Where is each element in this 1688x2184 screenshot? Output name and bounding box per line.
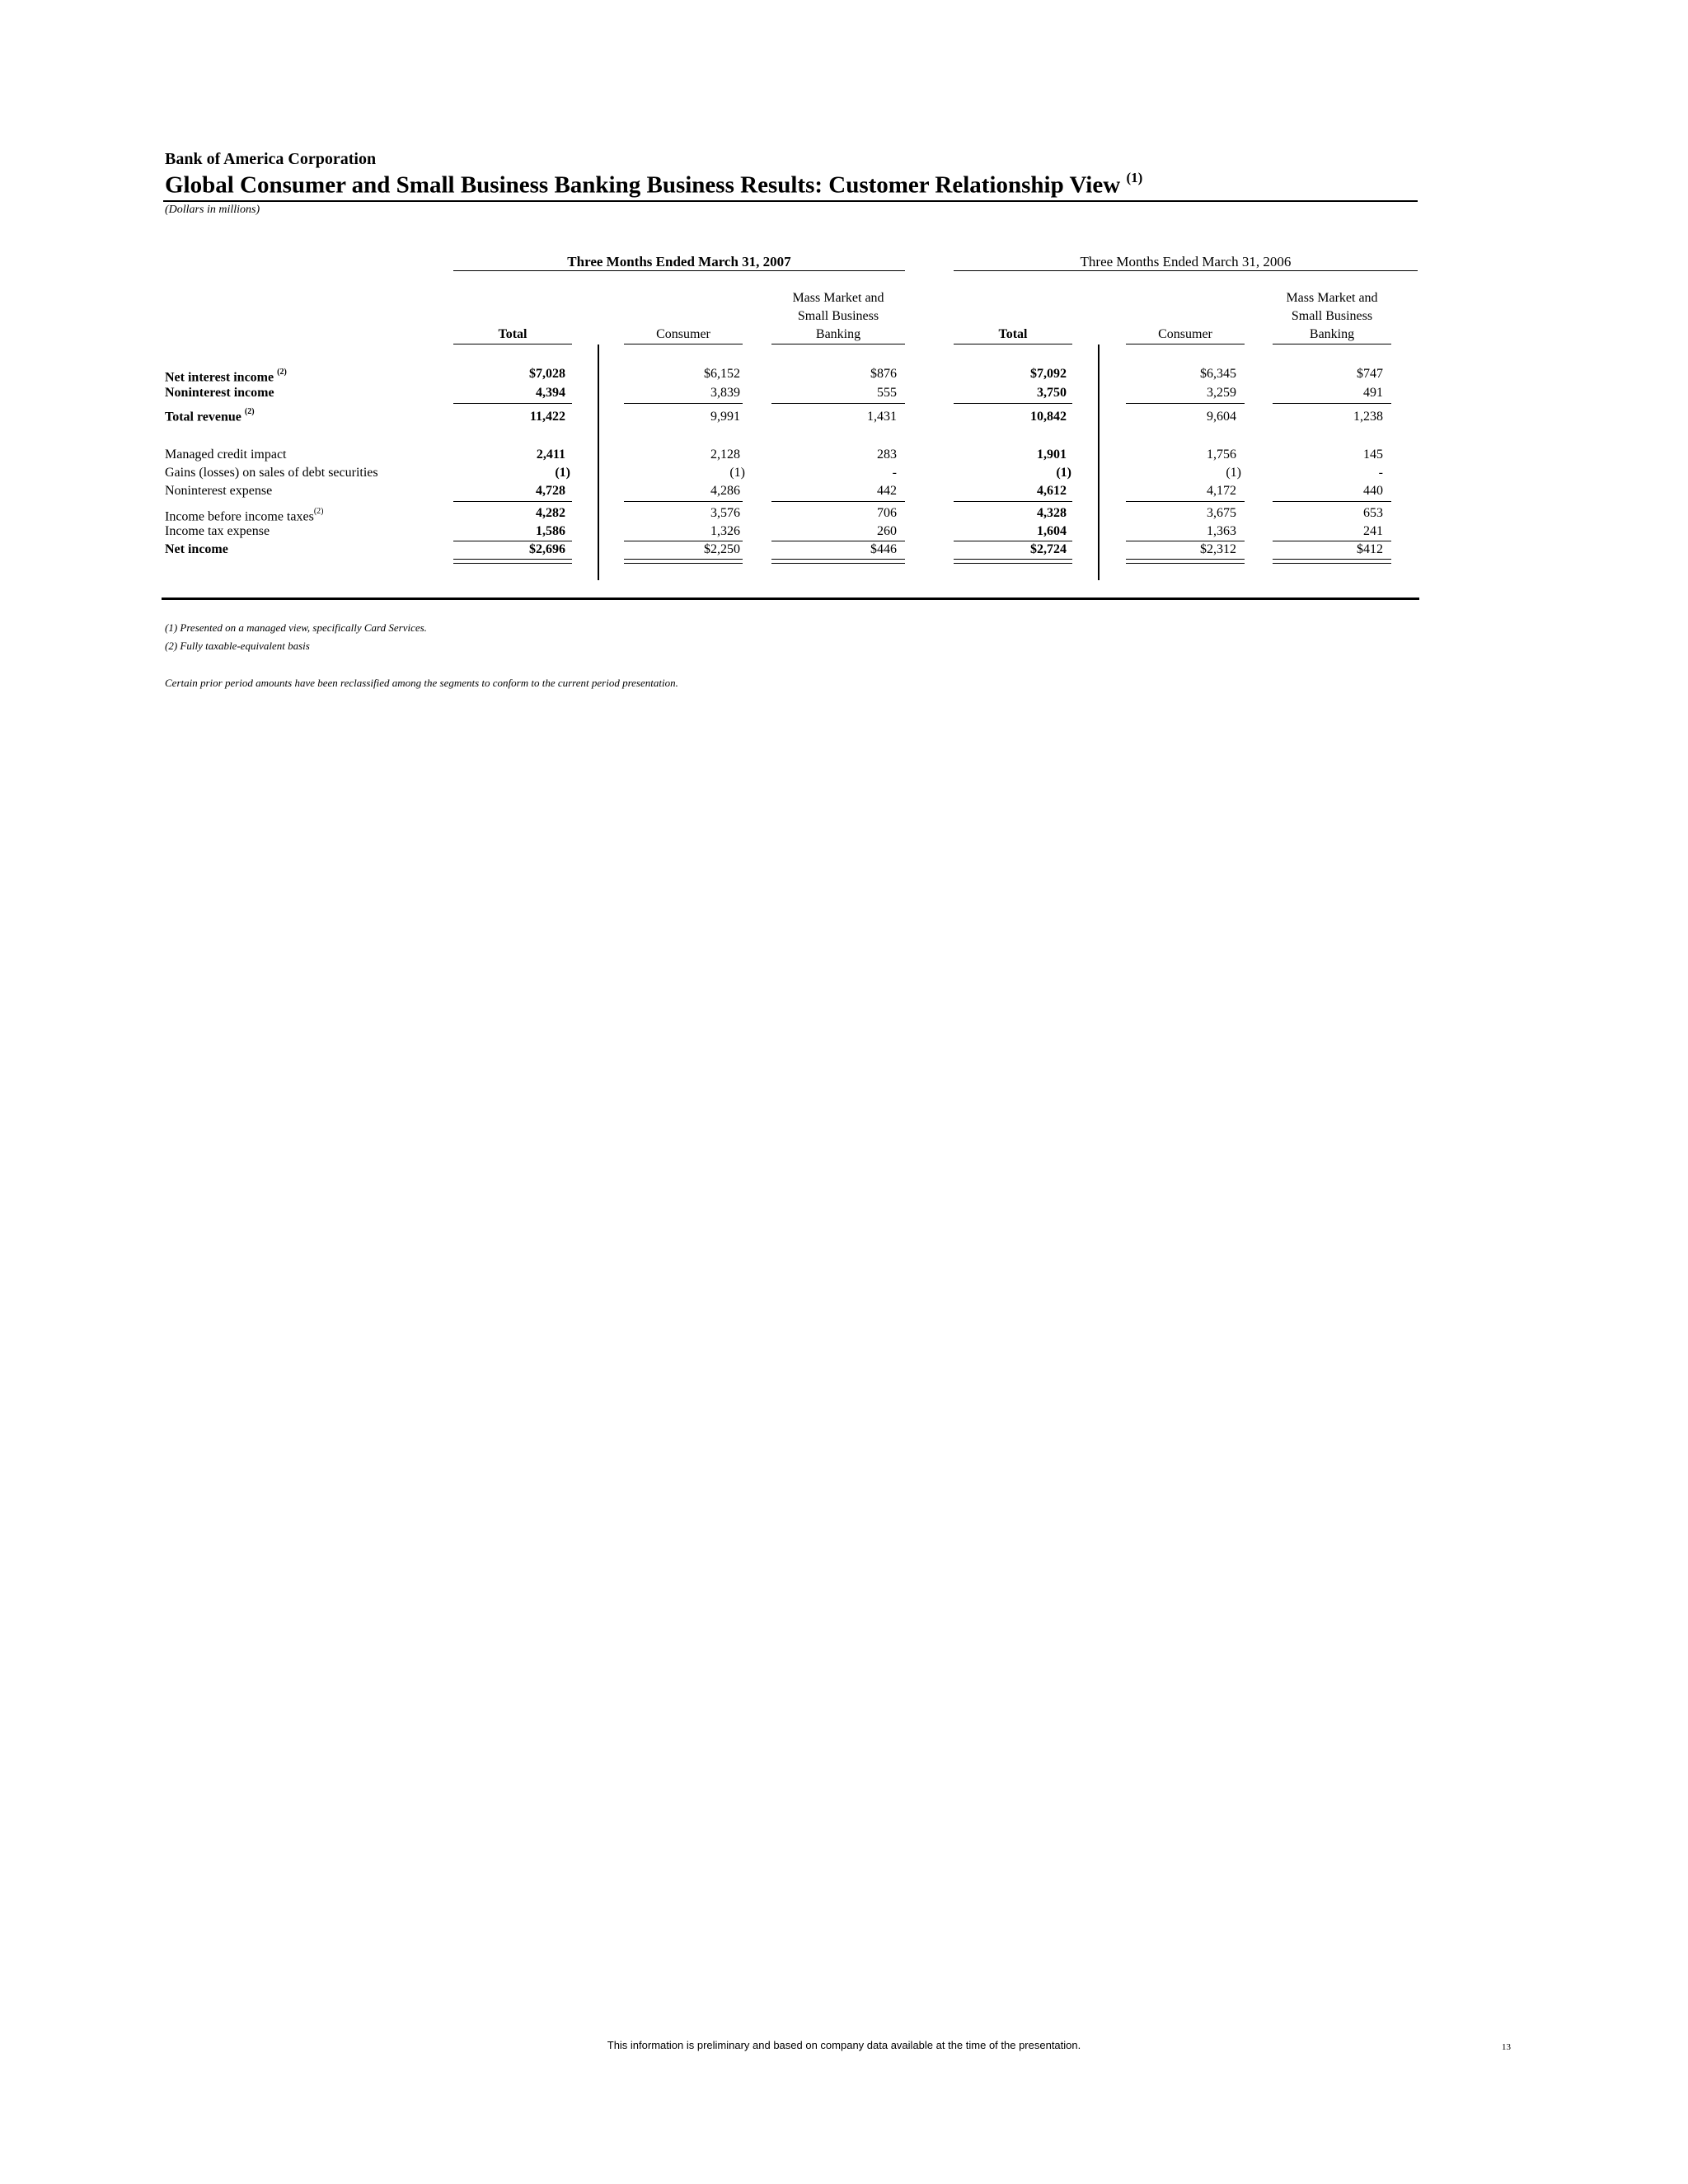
company-name: Bank of America Corporation — [165, 150, 377, 168]
cell: 260 — [877, 524, 897, 538]
row-label-noninterest-income: Noninterest income — [165, 386, 274, 400]
subtotal-rule — [624, 403, 743, 404]
cell: 440 — [1363, 484, 1383, 498]
cell: $446 — [870, 542, 897, 556]
cell: $6,345 — [1200, 367, 1236, 381]
cell: - — [1378, 466, 1383, 480]
cell: 1,326 — [710, 524, 740, 538]
cell: 9,604 — [1207, 410, 1236, 424]
period-2006-rule — [954, 270, 1418, 271]
cell: 2,411 — [536, 448, 565, 462]
cell: 1,586 — [536, 524, 565, 538]
page-footer: This information is preliminary and based on company data available at the time of the presentation. — [607, 2039, 1081, 2051]
col-2006-total: Total — [998, 327, 1028, 341]
cell: 1,604 — [1037, 524, 1067, 538]
col-2006-mass-market — [1273, 289, 1391, 344]
table-bottom-rule — [162, 598, 1419, 600]
cell: 1,363 — [1207, 524, 1236, 538]
col-2006-consumer: Consumer — [1158, 327, 1212, 341]
cell: 706 — [877, 506, 897, 520]
cell: 4,394 — [536, 386, 565, 400]
cell: $2,312 — [1200, 542, 1236, 556]
subtotal-rule — [954, 403, 1072, 404]
cell: 491 — [1363, 386, 1383, 400]
subtotal-rule — [771, 403, 905, 404]
cell: $747 — [1357, 367, 1383, 381]
row-label-managed-credit-impact: Managed credit impact — [165, 448, 287, 462]
cell: 4,172 — [1207, 484, 1236, 498]
cell: 4,282 — [536, 506, 565, 520]
total-double-rule — [624, 559, 743, 564]
cell: 442 — [877, 484, 897, 498]
cell: 1,901 — [1037, 448, 1067, 462]
cell: $876 — [870, 367, 897, 381]
col-2007-mass-market — [771, 289, 905, 344]
cell: 1,238 — [1353, 410, 1383, 424]
cell: (1) — [555, 466, 570, 480]
cell: 9,991 — [710, 410, 740, 424]
cell: $2,250 — [704, 542, 740, 556]
cell: - — [892, 466, 897, 480]
cell: 3,259 — [1207, 386, 1236, 400]
cell: 1,431 — [867, 410, 897, 424]
period-2007-rule — [453, 270, 905, 271]
cell: 4,328 — [1037, 506, 1067, 520]
cell: 3,576 — [710, 506, 740, 520]
cell: 4,728 — [536, 484, 565, 498]
row-label-gains-losses: Gains (losses) on sales of debt securities — [165, 466, 378, 480]
cell: (1) — [1056, 466, 1071, 480]
cell: 555 — [877, 386, 897, 400]
col-2007-consumer: Consumer — [656, 327, 710, 341]
cell: 1,756 — [1207, 448, 1236, 462]
subtotal-rule — [1126, 403, 1245, 404]
title-rule — [163, 200, 1418, 202]
cell: $6,152 — [704, 367, 740, 381]
col-2007-mass-line-3: Banking — [815, 327, 861, 341]
footnote-2: (2) Fully taxable-equivalent basis — [165, 640, 310, 652]
total-double-rule — [771, 559, 905, 564]
cell: 653 — [1363, 506, 1383, 520]
separator-2006 — [1098, 344, 1100, 580]
col-2007-mass-line-1: Mass Market and — [792, 291, 884, 305]
row-label-income-tax-expense: Income tax expense — [165, 524, 270, 538]
cell: (1) — [1226, 466, 1241, 480]
subtotal-rule — [453, 403, 572, 404]
reclassification-note: Certain prior period amounts have been reclassified among the segments to conform to the current period presentation. — [165, 677, 678, 689]
col-2007-total: Total — [498, 327, 528, 341]
cell: 10,842 — [1030, 410, 1067, 424]
cell: 145 — [1363, 448, 1383, 462]
subtotal-rule — [954, 501, 1072, 502]
subtotal-rule — [624, 501, 743, 502]
cell: 4,286 — [710, 484, 740, 498]
total-double-rule — [1126, 559, 1245, 564]
subtotal-rule — [1273, 403, 1391, 404]
title-footnote-ref: (1) — [1126, 170, 1143, 185]
page-number: 13 — [1502, 2042, 1511, 2052]
col-2006-mass-line-2: Small Business — [1291, 309, 1373, 323]
cell: $412 — [1357, 542, 1383, 556]
cell: 11,422 — [529, 410, 565, 424]
col-2006-mass-line-3: Banking — [1309, 327, 1355, 341]
period-2007-label: Three Months Ended March 31, 2007 — [567, 254, 791, 269]
subtotal-rule — [771, 501, 905, 502]
period-2006-label: Three Months Ended March 31, 2006 — [1080, 254, 1292, 269]
row-label-income-before-taxes: Income before income taxes$^{(2)}$ — [165, 507, 324, 524]
row-label-net-interest-income: Net interest income $^{(2)}$ — [165, 368, 287, 385]
title-text: Global Consumer and Small Business Banking Business Results: Customer Relationship View — [165, 171, 1121, 199]
footnote-1: (1) Presented on a managed view, specifically Card Services. — [165, 621, 427, 634]
separator-2007 — [598, 344, 599, 580]
page-title — [165, 171, 1142, 199]
cell: 3,839 — [710, 386, 740, 400]
cell: 3,675 — [1207, 506, 1236, 520]
cell: $2,724 — [1030, 542, 1067, 556]
cell: 283 — [877, 448, 897, 462]
cell: 241 — [1363, 524, 1383, 538]
subtotal-rule — [453, 501, 572, 502]
cell: $7,028 — [529, 367, 565, 381]
cell: (1) — [729, 466, 745, 480]
total-double-rule — [1273, 559, 1391, 564]
row-label-net-income: Net income — [165, 542, 228, 556]
col-2007-mass-line-2: Small Business — [797, 309, 879, 323]
total-double-rule — [954, 559, 1072, 564]
total-double-rule — [453, 559, 572, 564]
subtotal-rule — [1126, 501, 1245, 502]
cell: $7,092 — [1030, 367, 1067, 381]
subtotal-rule — [1273, 501, 1391, 502]
cell: 4,612 — [1037, 484, 1067, 498]
col-2006-mass-line-1: Mass Market and — [1286, 291, 1378, 305]
cell: $2,696 — [529, 542, 565, 556]
row-label-noninterest-expense: Noninterest expense — [165, 484, 273, 498]
cell: 2,128 — [710, 448, 740, 462]
cell: 3,750 — [1037, 386, 1067, 400]
row-label-total-revenue: Total revenue $^{(2)}$ — [165, 407, 255, 424]
units-note: (Dollars in millions) — [165, 204, 260, 216]
